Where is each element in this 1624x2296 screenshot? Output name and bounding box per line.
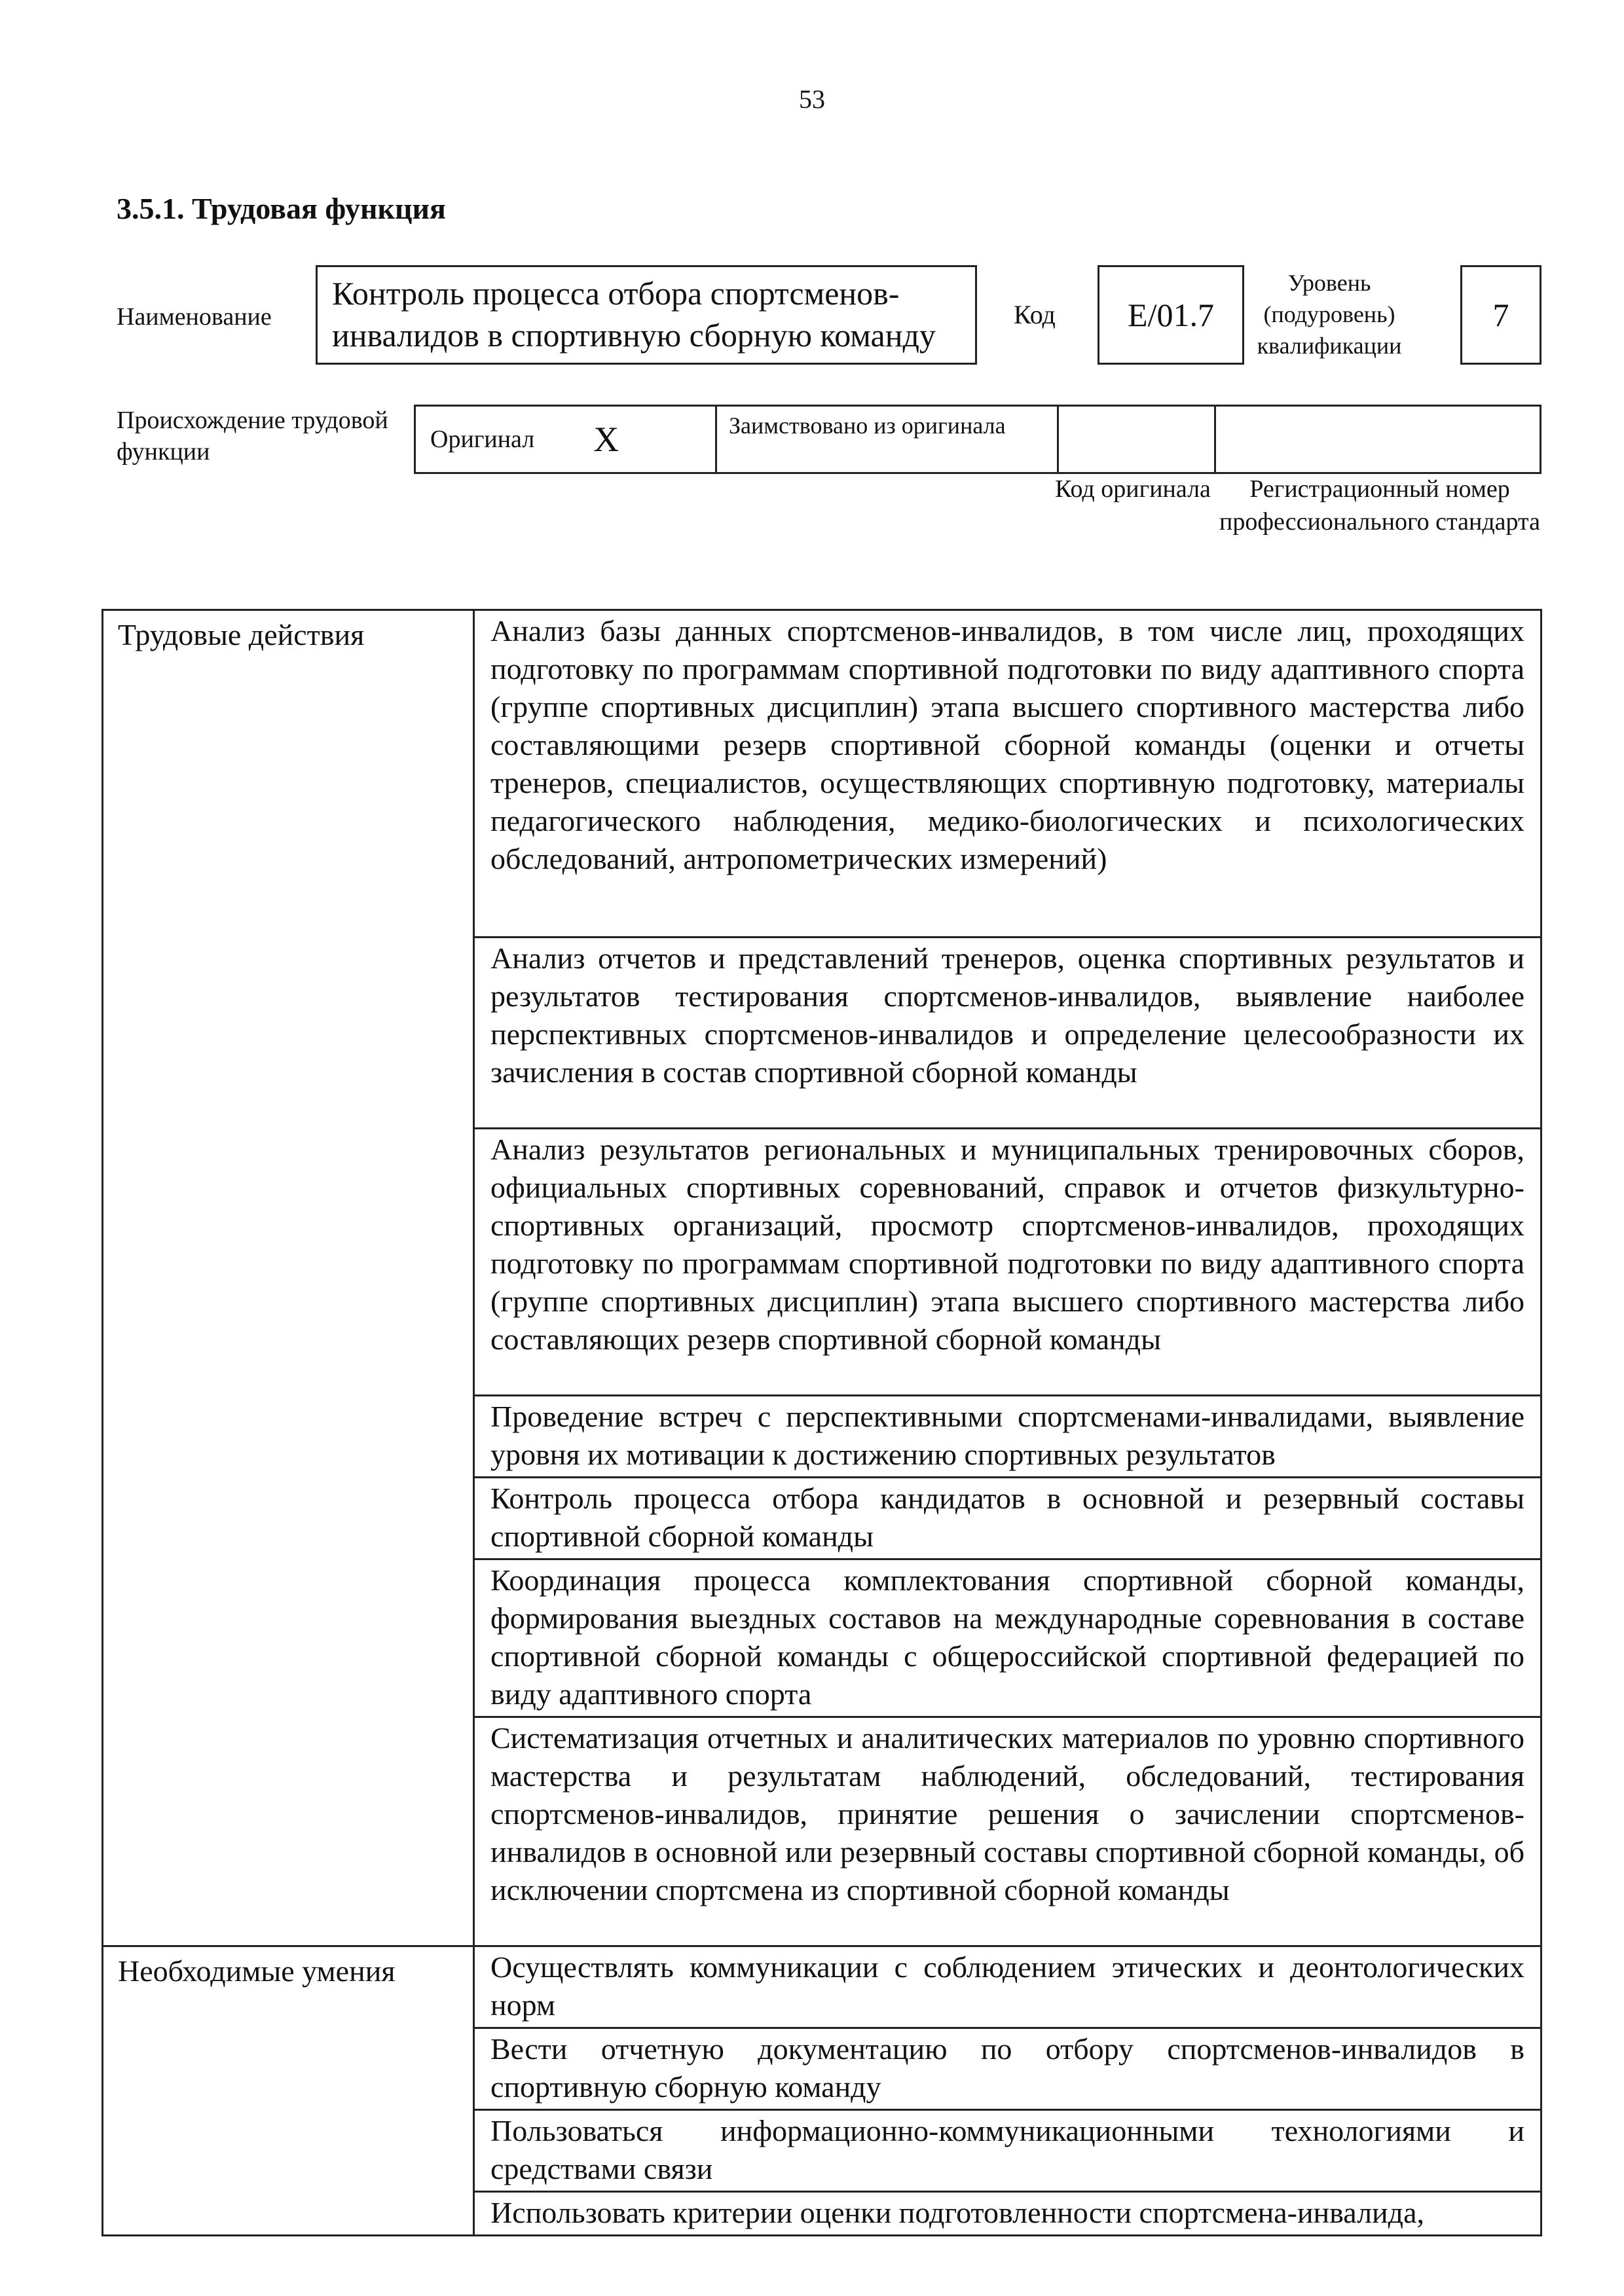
original-code-caption: Код оригинала <box>1055 475 1211 503</box>
table-cell: Проведение встреч с перспективными спортсменами-инвалидами, выявление уровня их мотивации к достижению спортивных результатов <box>474 1396 1541 1478</box>
code-value: E/01.7 <box>1128 297 1214 333</box>
origin-row <box>414 405 1541 474</box>
code-box <box>1098 265 1244 365</box>
table-cell: Систематизация отчетных и аналитических материалов по уровню спортивного мастерства и результатам наблюдений, обследований, тестирования спортсменов-инвалидов, принятие решения о зачислении спортсменов-инвалидов в основной или резервный составы спортивной сборной команды, об исключении спортсмена из спортивной сборной команды <box>474 1717 1541 1946</box>
table-cell: Осуществлять коммуникации с соблюдением этических и деонтологических норм <box>474 1946 1541 2028</box>
table-cell: Использовать критерии оценки подготовленности спортсмена-инвалида, <box>474 2192 1541 2236</box>
table-cell: Контроль процесса отбора кандидатов в основной и резервный составы спортивной сборной команды <box>474 1478 1541 1559</box>
table-cell: Анализ базы данных спортсменов-инвалидов, в том числе лиц, проходящих подготовку по программам спортивной подготовки по виду адаптивного спорта (группе спортивных дисциплин) этапа высшего спортивного мастерства либо составляющими резерв спортивной сборной команды (оценки и отчеты тренеров, специалистов, осуществляющих спортивную подготовку, материалы педагогического наблюдения, медико-биологических и психологических обследований, антропометрических измерений) <box>474 610 1541 938</box>
table-cell: Вести отчетную документацию по отбору спортсменов-инвалидов в спортивную сборную команду <box>474 2028 1541 2110</box>
origin-label: Происхождение трудовой функции <box>117 407 388 465</box>
code-label: Код <box>1014 300 1056 329</box>
reg-number-caption: Регистрационный номер профессионального стандарта <box>1219 475 1540 536</box>
table-cell: Пользоваться информационно-коммуникационными технологиями и средствами связи <box>474 2110 1541 2192</box>
table-cell: Анализ отчетов и представлений тренеров, оценка спортивных результатов и результатов тестирования спортсменов-инвалидов, выявление наиболее перспективных спортсменов-инвалидов и определение целесообразности их зачисления в состав спортивной сборной команды <box>474 938 1541 1129</box>
section-label-actions: Трудовые действия <box>103 610 474 1946</box>
original-code-cell <box>1059 407 1216 472</box>
table-row <box>103 1946 1541 2028</box>
section-label-skills: Необходимые умения <box>103 1946 474 2236</box>
page-number: 53 <box>799 84 825 114</box>
borrowed-cell: Заимствовано из оригинала <box>717 407 1059 472</box>
original-label: Оригинал <box>430 426 535 453</box>
functions-table <box>101 609 1542 2236</box>
original-cell <box>416 407 717 472</box>
table-row <box>103 610 1541 938</box>
level-label: Уровень (подуровень) квалификации <box>1257 270 1402 359</box>
table-cell: Координация процесса комплектования спортивной сборной команды, формирования выездных составов на международные соревнования в составе спортивной сборной команды с общероссийской спортивной федерацией по виду адаптивного спорта <box>474 1559 1541 1717</box>
level-value: 7 <box>1492 297 1509 333</box>
function-name-box <box>316 265 977 365</box>
section-title: 3.5.1. Трудовая функция <box>117 192 446 225</box>
function-name-value: Контроль процесса отбора спортсменов-инвалидов в спортивную сборную команду <box>332 275 936 354</box>
level-box <box>1460 265 1541 365</box>
table-cell: Анализ результатов региональных и муниципальных тренировочных сборов, официальных спортивных соревнований, справок и отчетов физкультурно-спортивных организаций, просмотр спортсменов-инвалидов, проходящих подготовку по программам спортивной подготовки по виду адаптивного спорта (группе спортивных дисциплин) этапа высшего спортивного мастерства либо составляющих резерв спортивной сборной команды <box>474 1129 1541 1396</box>
reg-number-cell <box>1216 407 1540 472</box>
name-label: Наименование <box>117 303 272 331</box>
original-mark: X <box>593 420 619 459</box>
